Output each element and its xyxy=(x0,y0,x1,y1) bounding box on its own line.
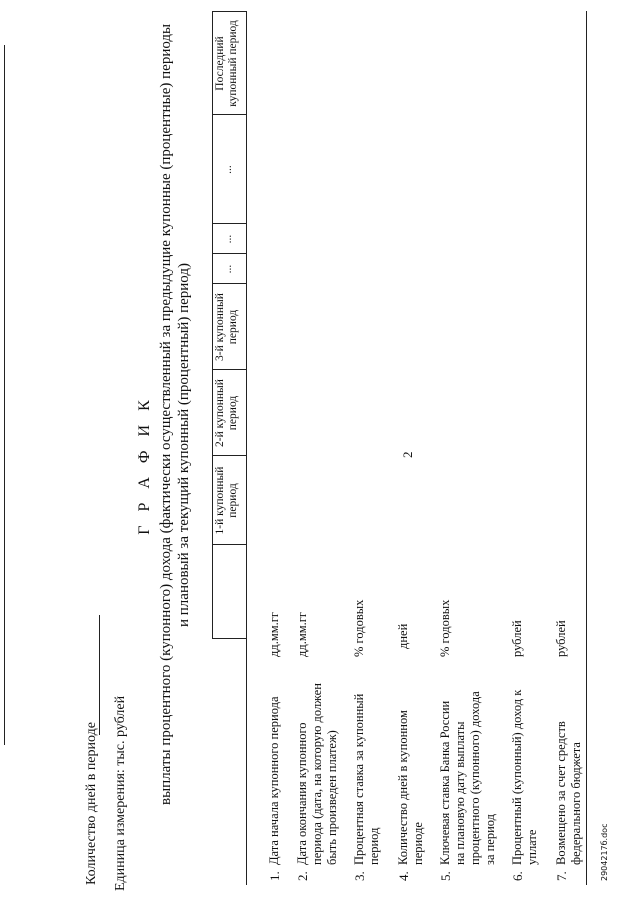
table-header-bottom-rule xyxy=(246,11,247,885)
row-unit: рублей xyxy=(510,620,524,657)
column-header-coupon-3: 3-й купонный период xyxy=(214,293,239,361)
row-label: Количество дней в купонном периоде xyxy=(396,710,425,865)
row-unit: дней xyxy=(396,623,410,649)
row-number: 3. xyxy=(352,871,367,881)
row-label: Процентный (купонный) доход к уплате xyxy=(510,689,539,865)
days-in-period-label: Количество дней в периоде xyxy=(84,722,99,885)
row-label: Дата начала купонного периода xyxy=(267,696,281,865)
file-name: 2904217б.doc xyxy=(600,823,609,881)
page-number: 2 xyxy=(400,451,415,458)
row-label: Ключевая ставка Банка России на плановую дату выплаты процентного (купонного) дохода за период xyxy=(438,691,497,865)
subtitle-line-1: выплаты процентного (купонного) дохода (фактически осуществленный за предыдущие купонные (процентные) периоды xyxy=(158,23,174,805)
column-header-ellipsis: ... xyxy=(222,264,234,274)
subtitle-line-2: и плановый за текущий купонный (процентный) период) xyxy=(176,263,192,627)
row-unit: дд.мм.гг xyxy=(295,611,309,657)
row-unit: дд.мм.гг xyxy=(267,611,281,657)
row-number: 1. xyxy=(267,871,282,881)
row-unit: рублей xyxy=(554,620,568,657)
top-rule xyxy=(4,45,5,745)
row-label: Процентная ставка за купонный период xyxy=(352,693,381,865)
table-bottom-rule xyxy=(586,11,587,885)
row-label: Возмещено за счет средств федерального бюджета xyxy=(554,721,583,865)
row-number: 4. xyxy=(396,871,411,881)
column-header-ellipsis: ... xyxy=(222,165,234,174)
column-divider xyxy=(212,638,246,639)
row-label: Дата окончания купонного периода (дата, на которую должен быть произведен платеж) xyxy=(295,683,339,865)
row-unit: % годовых xyxy=(352,599,366,657)
document-title: Г Р А Ф И К xyxy=(136,395,153,535)
column-header-coupon-1: 1-й купонный период xyxy=(214,466,239,535)
days-blank-line xyxy=(99,615,100,735)
row-number: 2. xyxy=(295,871,310,881)
row-unit: % годовых xyxy=(438,599,452,657)
column-header-coupon-2: 2-й купонный период xyxy=(214,379,239,447)
row-number: 7. xyxy=(554,871,569,881)
units-label: Единица измерения: тыс. рублей xyxy=(113,695,128,891)
row-number: 6. xyxy=(510,871,525,881)
column-header-last-coupon: Последний купонный период xyxy=(214,20,239,107)
row-number: 5. xyxy=(438,871,453,881)
column-header-ellipsis: ... xyxy=(222,234,234,244)
